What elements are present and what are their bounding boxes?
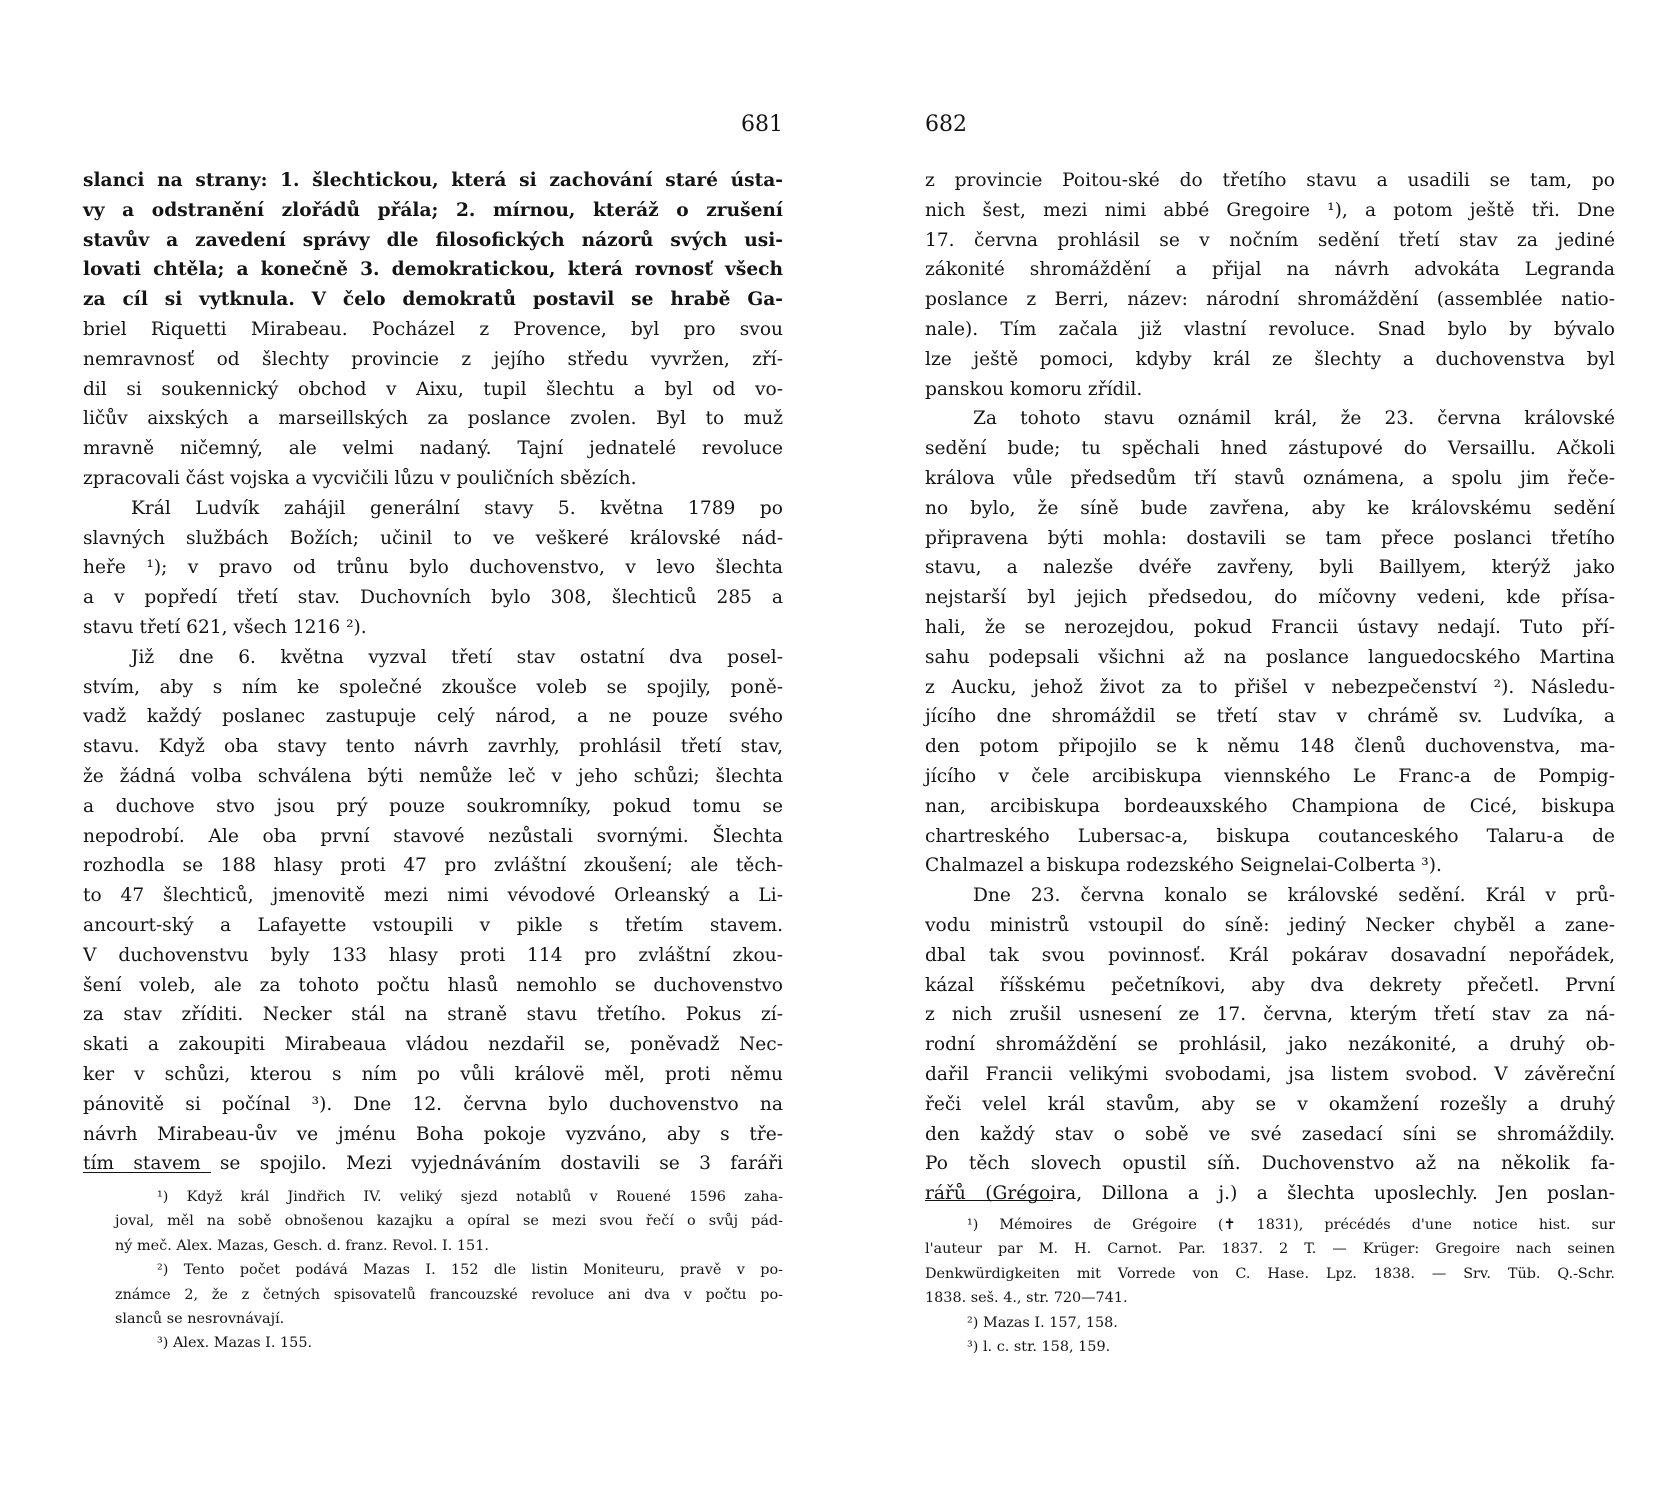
footnote-line: ³) l. c. str. 158, 159.	[967, 1338, 1111, 1355]
text-line: Král Ludvík zahájil generální stavy 5. května 1789 po	[131, 497, 783, 519]
footnote-line: slanců se nesrovnávají.	[115, 1310, 285, 1327]
footnotes	[925, 1213, 1615, 1359]
text-line: vadž každý poslanec zastupuje celý národ, a ne pouze svého	[83, 706, 783, 728]
text-line: chartreského Lubersac-a, biskupa coutanceského Talaru-a de	[925, 825, 1615, 847]
footnote-line: ný meč. Alex. Mazas, Gesch. d. franz. Revol. I. 151.	[115, 1237, 489, 1254]
footnote-line: l'auteur par M. H. Carnot. Par. 1837. 2 T. — Krüger: Gregoire nach seinen	[925, 1241, 1615, 1258]
text-line: jícího dne shromáždil se třetí stav v chrámě sv. Ludvíka, a	[925, 706, 1615, 728]
footnotes	[83, 1185, 783, 1356]
text-line: a duchove stvo jsou prý pouze soukromníky, pokud tomu se	[83, 795, 783, 817]
text-line: vy a odstranění zlořádů přála; 2. mírnou, kteráž o zrušení	[83, 199, 783, 221]
text-line: zpracovali část vojska a vycvičili lůzu v pouličních sbězích.	[83, 467, 637, 489]
text-line: zákonité shromáždění a přijal na návrh advokáta Legranda	[925, 259, 1615, 281]
text-line: stavův a zavedení správy dle filosofických názorů svých usi-	[83, 229, 783, 251]
text-line: sedění bude; tu spěchali hned zástupové do Versaillu. Ačkoli	[925, 438, 1615, 460]
text-line: že žádná volba schválena býti nemůže leč v jeho schůzi; šlechta	[83, 765, 783, 787]
text-line: Již dne 6. května vyzval třetí stav ostatní dva posel-	[131, 646, 783, 668]
text-line: řeči velel král stavům, aby se v okamžení rozešly a druhý	[925, 1093, 1615, 1115]
text-line: dil si soukennický obchod v Aixu, tupil šlechtu a byl od vo-	[83, 378, 783, 400]
text-line: dbal tak svou povinnosť. Král pokárav dosavadní nepořádek,	[925, 944, 1615, 966]
body-text	[925, 166, 1615, 1209]
text-line: za cíl si vytknula. V čelo demokratů postavil se hrabě Ga-	[83, 289, 783, 311]
footnote-line: joval, měl na sobě obnošenou kazajku a opíral se mezi svou řečí o svůj pád-	[115, 1213, 783, 1230]
text-line: sahu podepsali všichni až na poslance languedocského Martina	[925, 646, 1615, 668]
text-line: připravena býti mohla: dostavili se tam přece poslanci třetího	[925, 527, 1615, 549]
text-line: heře ¹); v pravo od trůnu bylo duchovenstvo, v levo šlechta	[83, 557, 783, 579]
text-line: mravně ničemný, ale velmi nadaný. Tajní jednatelé revoluce	[83, 438, 783, 460]
text-line: stavu třetí 621, všech 1216 ²).	[83, 616, 367, 638]
text-line: lovati chtěla; a konečně 3. demokratickou, která rovnosť všech	[83, 259, 783, 281]
text-line: šení voleb, ale za tohoto počtu hlasů nemohlo se duchovenstvo	[83, 974, 783, 996]
text-line: a v popředí třetí stav. Duchovních bylo 308, šlechticů 285 a	[83, 587, 783, 609]
text-line: návrh Mirabeau-ův ve jménu Boha pokoje vyzváno, aby s tře-	[83, 1123, 783, 1145]
text-line: králova vůle předsedům tří stavů oznámena, a spolu jim řeče-	[925, 467, 1615, 489]
text-line: 17. června prohlásil se v nočním sedění třetí stav za jediné	[925, 229, 1615, 251]
text-line: poslance z Berri, název: národní shromáždění (assemblée natio-	[925, 289, 1615, 311]
text-line: to 47 šlechticů, jmenovitě mezi nimi vévodové Orleanský a Li-	[83, 885, 783, 907]
text-line: ličův aixských a marseillských za poslance zvolen. Byl to muž	[83, 408, 783, 430]
text-line: z nich zrušil usnesení ze 17. června, kterým třetí stav za ná-	[925, 1004, 1615, 1026]
text-line: panskou komoru zřídil.	[925, 378, 1143, 400]
text-line: nemravnosť od šlechty provincie z jejího středu vyvržen, zří-	[83, 348, 783, 370]
text-line: slavných službách Božích; učinil to ve veškeré královské nád-	[83, 527, 783, 549]
footnote-line: ²) Tento počet podává Mazas I. 152 dle listin Moniteuru, pravě v po-	[157, 1262, 783, 1279]
text-line: Dne 23. června konalo se královské sedění. Král v prů-	[973, 885, 1615, 907]
text-line: lze ještě pomoci, kdyby král ze šlechty a duchovenstva byl	[925, 348, 1615, 370]
footnote-line: známce 2, že z četných spisovatelů francouzské revoluce ani dva v počtu po-	[115, 1286, 783, 1303]
footnote-line: ²) Mazas I. 157, 158.	[967, 1314, 1118, 1331]
footnote-line: Denkwürdigkeiten mit Vorrede von C. Hase. Lpz. 1838. — Srv. Tüb. Q.-Schr.	[925, 1265, 1615, 1282]
text-line: ancourt-ský a Lafayette vstoupili v pikle s třetím stavem.	[83, 914, 783, 936]
footnote-line: ¹) Když král Jindřich IV. veliký sjezd notablů v Rouené 1596 zaha-	[157, 1189, 783, 1205]
text-line: nich šest, mezi nimi abbé Gregoire ¹), a potom ještě tři. Dne	[925, 199, 1615, 221]
text-line: tím stavem se spojilo. Mezi vyjednáváním dostavili se 3 faráři	[83, 1153, 783, 1175]
text-line: pánovitě si počínal ³). Dne 12. června bylo duchovenstvo na	[83, 1093, 783, 1115]
page-number: 682	[925, 112, 967, 137]
body-text	[83, 166, 783, 1179]
text-line: jícího v čele arcibiskupa viennského Le Franc-a de Pompig-	[925, 765, 1615, 787]
page-number: 681	[741, 112, 783, 137]
text-line: z provincie Poitou-ské do třetího stavu a usadili se tam, po	[925, 170, 1615, 191]
footnote-divider	[83, 1172, 211, 1173]
text-line: rozhodla se 188 hlasy proti 47 pro zvláštní zkoušení; ale těch-	[83, 855, 783, 877]
text-line: stavu. Když oba stavy tento návrh zavrhly, prohlásil třetí stav,	[83, 736, 783, 758]
text-line: skati a zakoupiti Mirabeaua vládou nezdařil se, poněvadž Nec-	[83, 1034, 783, 1056]
text-line: nejstarší byl jejich předsedou, do míčovny vedeni, kde přísa-	[925, 587, 1615, 609]
text-line: Za tohoto stavu oznámil král, že 23. června královské	[973, 408, 1615, 430]
footnote-line: 1838. seš. 4., str. 720—741.	[925, 1290, 1128, 1307]
text-line: Po těch slovech opustil síň. Duchovenstvo až na několik fa-	[925, 1153, 1615, 1175]
text-line: nan, arcibiskupa bordeauxského Championa de Cicé, biskupa	[925, 795, 1615, 817]
text-line: nepodrobí. Ale oba první stavové nezůstali svornými. Šlechta	[83, 825, 783, 847]
text-line: rářů (Grégoira, Dillona a j.) a šlechta uposlechly. Jen poslan-	[925, 1183, 1615, 1205]
text-line: Chalmazel a biskupa rodezského Seignelai-Colberta ³).	[925, 855, 1442, 877]
text-line: ker v schůzi, kterou s ním po vůli královë měl, proti němu	[83, 1063, 783, 1085]
footnote-line: ³) Alex. Mazas I. 155.	[157, 1335, 313, 1352]
text-line: hali, že se nerozejdou, pokud Francii ústavy nedají. Tuto pří-	[925, 616, 1615, 638]
text-line: den potom připojilo se k němu 148 členů duchovenstva, ma-	[925, 736, 1615, 758]
text-line: vodu ministrů vstoupil do síně: jediný Necker chyběl a zane-	[925, 914, 1615, 936]
text-line: za stav zříditi. Necker stál na straně stavu třetího. Pokus zí-	[83, 1004, 783, 1026]
text-line: no bylo, že síně bude zavřena, aby ke královskému sedění	[925, 497, 1615, 519]
text-line: slanci na strany: 1. šlechtickou, která si zachování staré ústa-	[83, 170, 783, 191]
footnote-line: ¹) Mémoires de Grégoire (✝ 1831), précédés d'une notice hist. sur	[967, 1217, 1615, 1233]
text-line: kázal říšskému pečetníkovi, aby dva dekrety přečetl. První	[925, 974, 1615, 996]
text-line: dařil Francii velikými svobodami, jsa listem svobod. V závěreční	[925, 1063, 1615, 1085]
text-line: V duchovenstvu byly 133 hlasy proti 114 pro zvláštní zkou-	[83, 944, 783, 966]
text-line: z Aucku, jehož život za to přišel v nebezpečenství ²). Následu-	[925, 676, 1615, 698]
text-line: nale). Tím začala již vlastní revoluce. Snad bylo by bývalo	[925, 318, 1615, 340]
text-line: briel Riquetti Mirabeau. Pocházel z Provence, byl pro svou	[83, 318, 783, 340]
footnote-divider	[925, 1200, 1053, 1201]
text-line: stvím, aby s ním ke společné zkoušce voleb se spojily, poně-	[83, 676, 783, 698]
text-line: den každý stav o sobě ve své zasedací síni se shromáždily.	[925, 1123, 1615, 1145]
text-line: rodní shromáždění se prohlásil, jako nezákonité, a druhý ob-	[925, 1034, 1615, 1056]
text-line: stavu, a nalezše dvéře zavřeny, byli Baillyem, kterýž jako	[925, 557, 1615, 579]
